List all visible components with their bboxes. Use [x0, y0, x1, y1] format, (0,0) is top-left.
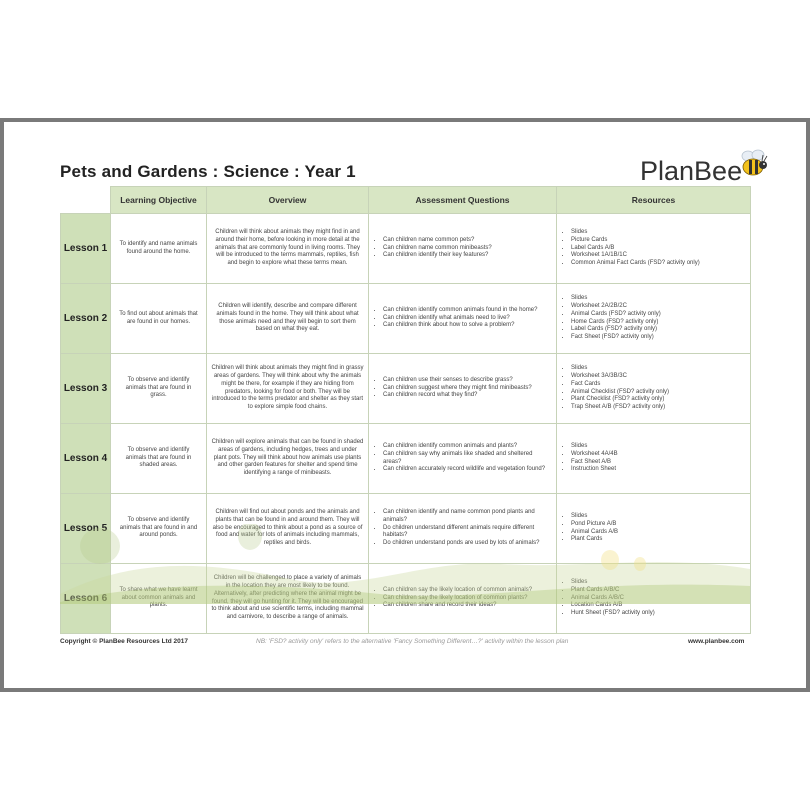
assessment-question: • Can children identify common animals and plants? [383, 443, 552, 451]
assessment-questions [369, 354, 557, 424]
header-assessment-questions: Assessment Questions [369, 187, 557, 214]
resource-item: • Plant Cards A/B/C [571, 587, 746, 595]
lesson-label: Lesson 2 [61, 284, 111, 354]
logo-text: PlanBee [640, 156, 743, 186]
resource-item: • Slides [571, 513, 746, 521]
overview-text: Children will be challenged to place a variety of animals in the location they are most likely to be found. Alternatively, after predicting where the animal might be found, they will go hunting for it. They will be encouraged to think about and use scientific terms, including mammal and carnivore, to describe a range of animals. [207, 564, 369, 634]
assessment-questions [369, 214, 557, 284]
resource-item: • Common Animal Fact Cards (FSD? activity only) [571, 260, 746, 268]
learning-objective: To find out about animals that are found in our homes. [111, 284, 207, 354]
resources-list [557, 284, 751, 354]
resource-item: • Fact Sheet A/B [571, 459, 746, 467]
resource-item: • Animal Cards A/B/C [571, 595, 746, 603]
lesson-label: Lesson 5 [61, 494, 111, 564]
lesson-row [61, 564, 751, 634]
footer-copyright: Copyright © PlanBee Resources Ltd 2017 [60, 638, 188, 645]
assessment-question: • Can children identify common animals found in the home? [383, 307, 552, 315]
resources-list [557, 214, 751, 284]
lesson-row [61, 494, 751, 564]
resource-item: • Animal Cards A/B [571, 529, 746, 537]
footer-website[interactable]: www.planbee.com [688, 638, 745, 645]
lesson-label: Lesson 3 [61, 354, 111, 424]
overview-text: Children will think about animals they might find in and around their home, before looking in more detail at the animals that are commonly found in living rooms. They will be introduced to the terms mammals, reptiles, fish and begin to explore what these terms mean. [207, 214, 369, 284]
assessment-question: • Can children think about how to solve a problem? [383, 322, 552, 330]
resource-item: • Home Cards (FSD? activity only) [571, 319, 746, 327]
assessment-questions [369, 494, 557, 564]
resource-item: • Worksheet 2A/2B/2C [571, 303, 746, 311]
bee-icon [736, 148, 772, 180]
assessment-question: • Can children say the likely location of common plants? [383, 595, 552, 603]
lesson-row [61, 214, 751, 284]
assessment-question: • Can children record what they find? [383, 392, 552, 400]
assessment-question: • Can children accurately record wildlife and vegetation found? [383, 466, 552, 474]
assessment-question: • Can children use their senses to describe grass? [383, 377, 552, 385]
resource-item: • Slides [571, 443, 746, 451]
resource-item: • Pond Picture A/B [571, 521, 746, 529]
resource-item: • Plant Cards [571, 536, 746, 544]
resource-item: • Label Cards A/B [571, 245, 746, 253]
resource-item: • Slides [571, 365, 746, 373]
document-sheet [4, 122, 806, 688]
document-frame [0, 118, 810, 692]
resource-item: • Slides [571, 295, 746, 303]
assessment-question: • Can children share and record their ideas? [383, 602, 552, 610]
resources-list [557, 424, 751, 494]
learning-objective: To observe and identify animals that are found in and around ponds. [111, 494, 207, 564]
resources-list [557, 564, 751, 634]
resource-item: • Animal Checklist (FSD? activity only) [571, 389, 746, 397]
overview-text: Children will explore animals that can be found in shaded areas of gardens, including hedges, trees and under plant pots. They will think about how animals use plants and other garden features for shelter and spend time identifying a range of minibeasts. [207, 424, 369, 494]
resource-item: • Fact Cards [571, 381, 746, 389]
resource-item: • Plant Checklist (FSD? activity only) [571, 396, 746, 404]
assessment-question: • Can children identify and name common pond plants and animals? [383, 509, 552, 525]
resources-list [557, 494, 751, 564]
resource-item: • Instruction Sheet [571, 466, 746, 474]
learning-objective: To observe and identify animals that are found in shaded areas. [111, 424, 207, 494]
assessment-question: • Can children suggest where they might find minibeasts? [383, 385, 552, 393]
header-resources: Resources [557, 187, 751, 214]
header-blank [61, 187, 111, 214]
assessment-questions [369, 424, 557, 494]
lesson-label: Lesson 4 [61, 424, 111, 494]
lesson-row [61, 284, 751, 354]
header-overview: Overview [207, 187, 369, 214]
assessment-question: • Can children identify what animals need to live? [383, 315, 552, 323]
assessment-question: • Do children understand different animals require different habitats? [383, 525, 552, 541]
assessment-question: • Can children name common pets? [383, 237, 552, 245]
resource-item: • Slides [571, 229, 746, 237]
header-learning-objective: Learning Objective [111, 187, 207, 214]
resource-item: • Label Cards (FSD? activity only) [571, 326, 746, 334]
resource-item: • Hunt Sheet (FSD? activity only) [571, 610, 746, 618]
resource-item: • Fact Sheet (FSD? activity only) [571, 334, 746, 342]
assessment-question: • Can children name common minibeasts? [383, 245, 552, 253]
overview-text: Children will identify, describe and compare different animals found in the home. They will think about what those animals need and they will begin to sort them based on what they eat. [207, 284, 369, 354]
assessment-question: • Can children say the likely location of common animals? [383, 587, 552, 595]
resource-item: • Slides [571, 579, 746, 587]
learning-objective: To share what we have learnt about common animals and plants. [111, 564, 207, 634]
lesson-row [61, 354, 751, 424]
resource-item: • Trap Sheet A/B (FSD? activity only) [571, 404, 746, 412]
resource-item: • Animal Cards (FSD? activity only) [571, 311, 746, 319]
page-title: Pets and Gardens : Science : Year 1 [60, 162, 356, 181]
overview-text: Children will find out about ponds and the animals and plants that can be found in and around them. They will also be encouraged to think about a pond as a source of food and water for lots of animals including mammals, reptiles and birds. [207, 494, 369, 564]
footer [60, 638, 760, 652]
learning-objective: To observe and identify animals that are found in grass. [111, 354, 207, 424]
lesson-label: Lesson 1 [61, 214, 111, 284]
resource-item: • Worksheet 3A/3B/3C [571, 373, 746, 381]
assessment-questions [369, 564, 557, 634]
resource-item: • Location Cards A/B [571, 602, 746, 610]
resource-item: • Picture Cards [571, 237, 746, 245]
assessment-question: • Do children understand ponds are used by lots of animals? [383, 540, 552, 548]
assessment-question: • Can children say why animals like shaded and sheltered areas? [383, 451, 552, 467]
resources-list [557, 354, 751, 424]
overview-text: Children will think about animals they might find in grassy areas of gardens. They will think about why the animals might be there, for example if they are hiding from predators, looking for food or both. They will be introduced to the terms predator and shelter as they start to explore simple food chains. [207, 354, 369, 424]
footer-note: NB: 'FSD? activity only' refers to the alternative 'Fancy Something Different…?' activity within the lesson plan [256, 638, 569, 645]
lesson-plan-table [60, 186, 751, 634]
learning-objective: To identify and name animals found around the home. [111, 214, 207, 284]
lesson-label: Lesson 6 [61, 564, 111, 634]
resource-item: • Worksheet 1A/1B/1C [571, 252, 746, 260]
assessment-questions [369, 284, 557, 354]
assessment-question: • Can children identify their key features? [383, 252, 552, 260]
lesson-row [61, 424, 751, 494]
resource-item: • Worksheet 4A/4B [571, 451, 746, 459]
lesson-rows [61, 214, 751, 634]
